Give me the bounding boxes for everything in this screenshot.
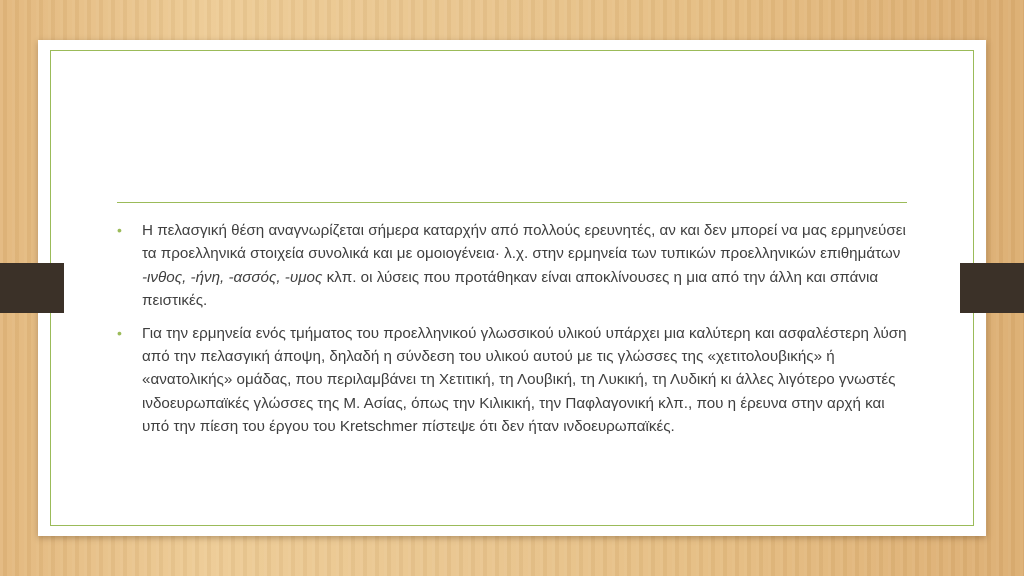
- suffix-examples: -ινθος, -ήνη, -ασσός, -υμος: [142, 268, 323, 286]
- left-side-tab: [0, 263, 64, 313]
- bullet-text: Για την ερμηνεία ενός τμήματος του προελληνικού γλωσσικού υλικού υπάρχει μια καλύτερη και ασφαλέστερη λύση από την πελασγική άποψη, δηλαδή η σύνδεση του υλικού αυτού με τις γλώσσες της «χετιτολουβικής» ή «ανατολικής» ομάδας, που περιλαμβάνει τη Χετιτική, τη Λουβική, τη Λυκική, τη Λυδική κι άλλες λιγότερο γνωστές ινδοευρωπαϊκές γλώσσες της Μ. Ασίας, όπως την Κιλικική, την Παφλαγονική κλπ., που η έρευνα στην αρχή και υπό την πίεση του έργου του Kretschmer πίστεψε ότι δεν ήταν ινδοευρωπαϊκές.: [142, 324, 907, 436]
- slide-body: [116, 219, 916, 448]
- bullet-text-part: κλπ. οι λύσεις που προτάθηκαν είναι αποκλίνουσες η μια από την άλλη και σπάνια πειστικές.: [142, 268, 879, 310]
- bullet-icon: •: [117, 222, 122, 238]
- right-side-tab: [960, 263, 1024, 313]
- bullet-item: [116, 219, 916, 313]
- bullet-item: [116, 322, 916, 439]
- bullet-icon: •: [117, 324, 122, 341]
- bullet-text-part: Η πελασγική θέση αναγνωρίζεται σήμερα καταρχήν από πολλούς ερευνητές, αν και δεν μπορεί να μας ερμηνεύσει τα προελληνικά στοιχεία συνολικά και με ομοιογένεια· λ.χ. στην ερμηνεία των τυπικών προελληνικών επιθημάτων: [142, 222, 906, 263]
- title-divider: [117, 202, 907, 203]
